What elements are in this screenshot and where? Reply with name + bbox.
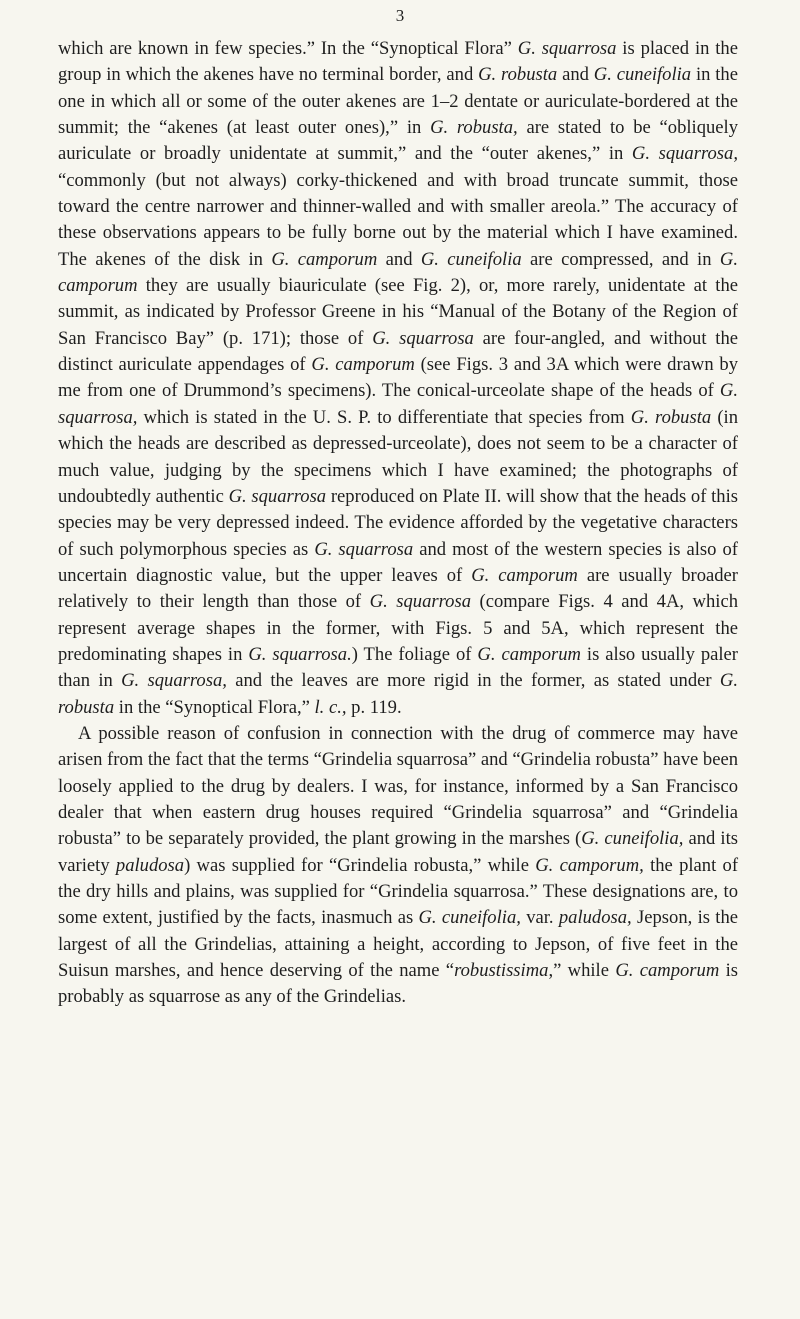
- text-run: and the leaves are more rigid in the former, as stated under: [226, 670, 720, 692]
- taxon-name: paludosa,: [558, 907, 632, 929]
- text-run: var.: [520, 907, 559, 929]
- taxon-name: G. squarrosa: [517, 38, 617, 59]
- text-run: ,” while: [548, 960, 616, 982]
- taxon-name: paludosa: [115, 854, 185, 876]
- text-run: in the “Synoptical Flora,”: [114, 696, 315, 718]
- taxon-name: G. camporum,: [535, 854, 644, 876]
- paragraph-2: [58, 721, 738, 1011]
- taxon-name: l. c.,: [314, 696, 347, 718]
- text-run: p. 119.: [346, 696, 402, 718]
- taxon-name: G. cuneifolia: [420, 248, 522, 270]
- text-run: (in which the heads are described as depressed-urceolate), does not seem to be a character of much value, judging by the specimens which I have examined; the photographs of undoubtedly authentic: [58, 406, 738, 507]
- text-run: the plant of the dry hills and plains, was supplied for “Grindelia squarrosa.” These designations are, to some extent, justified by the facts, inasmuch as: [58, 854, 739, 929]
- text-run: which is stated in the U. S. P. to differentiate that species from: [137, 406, 631, 428]
- text-run: ) The foliage of: [351, 643, 478, 665]
- text-run: ) was supplied for “Grindelia robusta,” while: [184, 854, 536, 876]
- text-run: is also usually paler than in: [58, 643, 738, 692]
- text-run: and: [377, 248, 421, 270]
- taxon-name: robustissima: [454, 960, 549, 982]
- taxon-name: G. squarrosa: [369, 591, 471, 613]
- taxon-name: G. cuneifolia,: [581, 828, 684, 850]
- text-run: are four-angled, and without the distinct auriculate appendages of: [58, 327, 739, 376]
- taxon-name: G. camporum: [311, 354, 415, 376]
- text-run: and most of the western species is also of uncertain diagnostic value, but the upper leaves of: [58, 538, 738, 586]
- text-run: (see Figs. 3 and 3A which were drawn by me from one of Drummond’s specimens). The conical-urceolate shape of the heads of: [58, 354, 738, 402]
- taxon-name: G. camporum: [477, 643, 581, 665]
- taxon-name: G. cuneifolia: [593, 64, 692, 86]
- text-run: they are usually biauriculate (see Fig. 2), or, more rarely, unidentate at the summit, as indicated by Professor Greene in his “Manual of the Botany of the Region of San Francisco Bay” (p. 171); those of: [58, 275, 738, 349]
- text-run: is placed in the group in which the akenes have no terminal border, and: [58, 38, 738, 86]
- body-text: [58, 36, 738, 1011]
- text-run: reproduced on Plate II. will show that the heads of this species may be very depressed indeed. The evidence afforded by the vegetative characters of such polymorphous species as: [58, 485, 738, 560]
- taxon-name: G. cuneifolia,: [418, 907, 521, 929]
- taxon-name: G. squarrosa: [372, 327, 474, 349]
- taxon-name: G. camporum: [58, 248, 738, 297]
- text-run: which are known in few species.” In the “Synoptical Flora”: [58, 38, 518, 59]
- taxon-name: G. squarrosa,: [631, 143, 738, 165]
- taxon-name: G. squarrosa: [228, 485, 327, 507]
- taxon-name: G. camporum: [615, 960, 720, 982]
- taxon-name: G. squarrosa,: [58, 380, 738, 428]
- text-run: are stated to be “obliquely auriculate or broadly unidentate at summit,” and the “outer akenes,” in: [58, 117, 739, 165]
- text-run: and its variety: [58, 828, 738, 876]
- text-run: (compare Figs. 4 and 4A, which represent average shapes in the former, with Figs. 5 and 5A, which represent the predominating shapes in: [58, 591, 738, 665]
- page-number: 3: [395, 6, 405, 25]
- text-run: are usually broader relatively to their length than those of: [58, 564, 738, 613]
- taxon-name: G. robusta: [478, 64, 558, 86]
- taxon-name: G. squarrosa,: [121, 670, 227, 692]
- taxon-name: G. camporum: [471, 564, 578, 586]
- text-run: “commonly (but not always) corky-thickened and with broad truncate summit, those toward the centre narrower and thinner-walled and with smaller areola.” The accuracy of these observations appears to be fully borne out by the material which I have examined. The akenes of the disk in: [58, 169, 738, 270]
- text-run: A possible reason of confusion in connection with the drug of commerce may have arisen from the fact that the terms “Grindelia squarrosa” and “Grindelia robusta” have been loosely applied to the drug by dealers. I was, for instance, informed by a San Francisco dealer that when eastern drug houses required “Grindelia squarrosa” and “Grindelia robusta” to be separately provided, the plant growing in the marshes (: [58, 722, 738, 850]
- text-run: and: [557, 64, 594, 86]
- taxon-name: G. robusta,: [430, 117, 518, 139]
- taxon-name: G. squarrosa.: [248, 643, 352, 665]
- paragraph-1: [58, 36, 738, 721]
- text-run: are compressed, and in: [521, 248, 720, 270]
- taxon-name: G. robusta: [58, 670, 738, 718]
- taxon-name: G. squarrosa: [314, 538, 414, 560]
- text-run: in the one in which all or some of the outer akenes are 1–2 dentate or auriculate-bordered at the summit; the “akenes (at least outer ones),” in: [58, 64, 738, 139]
- text-run: is probably as squarrose as any of the Grindelias.: [58, 960, 738, 1008]
- taxon-name: G. camporum: [271, 248, 378, 270]
- text-run: Jepson, is the largest of all the Grindelias, attaining a height, according to Jepson, of five feet in the Suisun marshes, and hence deserving of the name “: [58, 907, 738, 982]
- taxon-name: G. robusta: [630, 406, 712, 428]
